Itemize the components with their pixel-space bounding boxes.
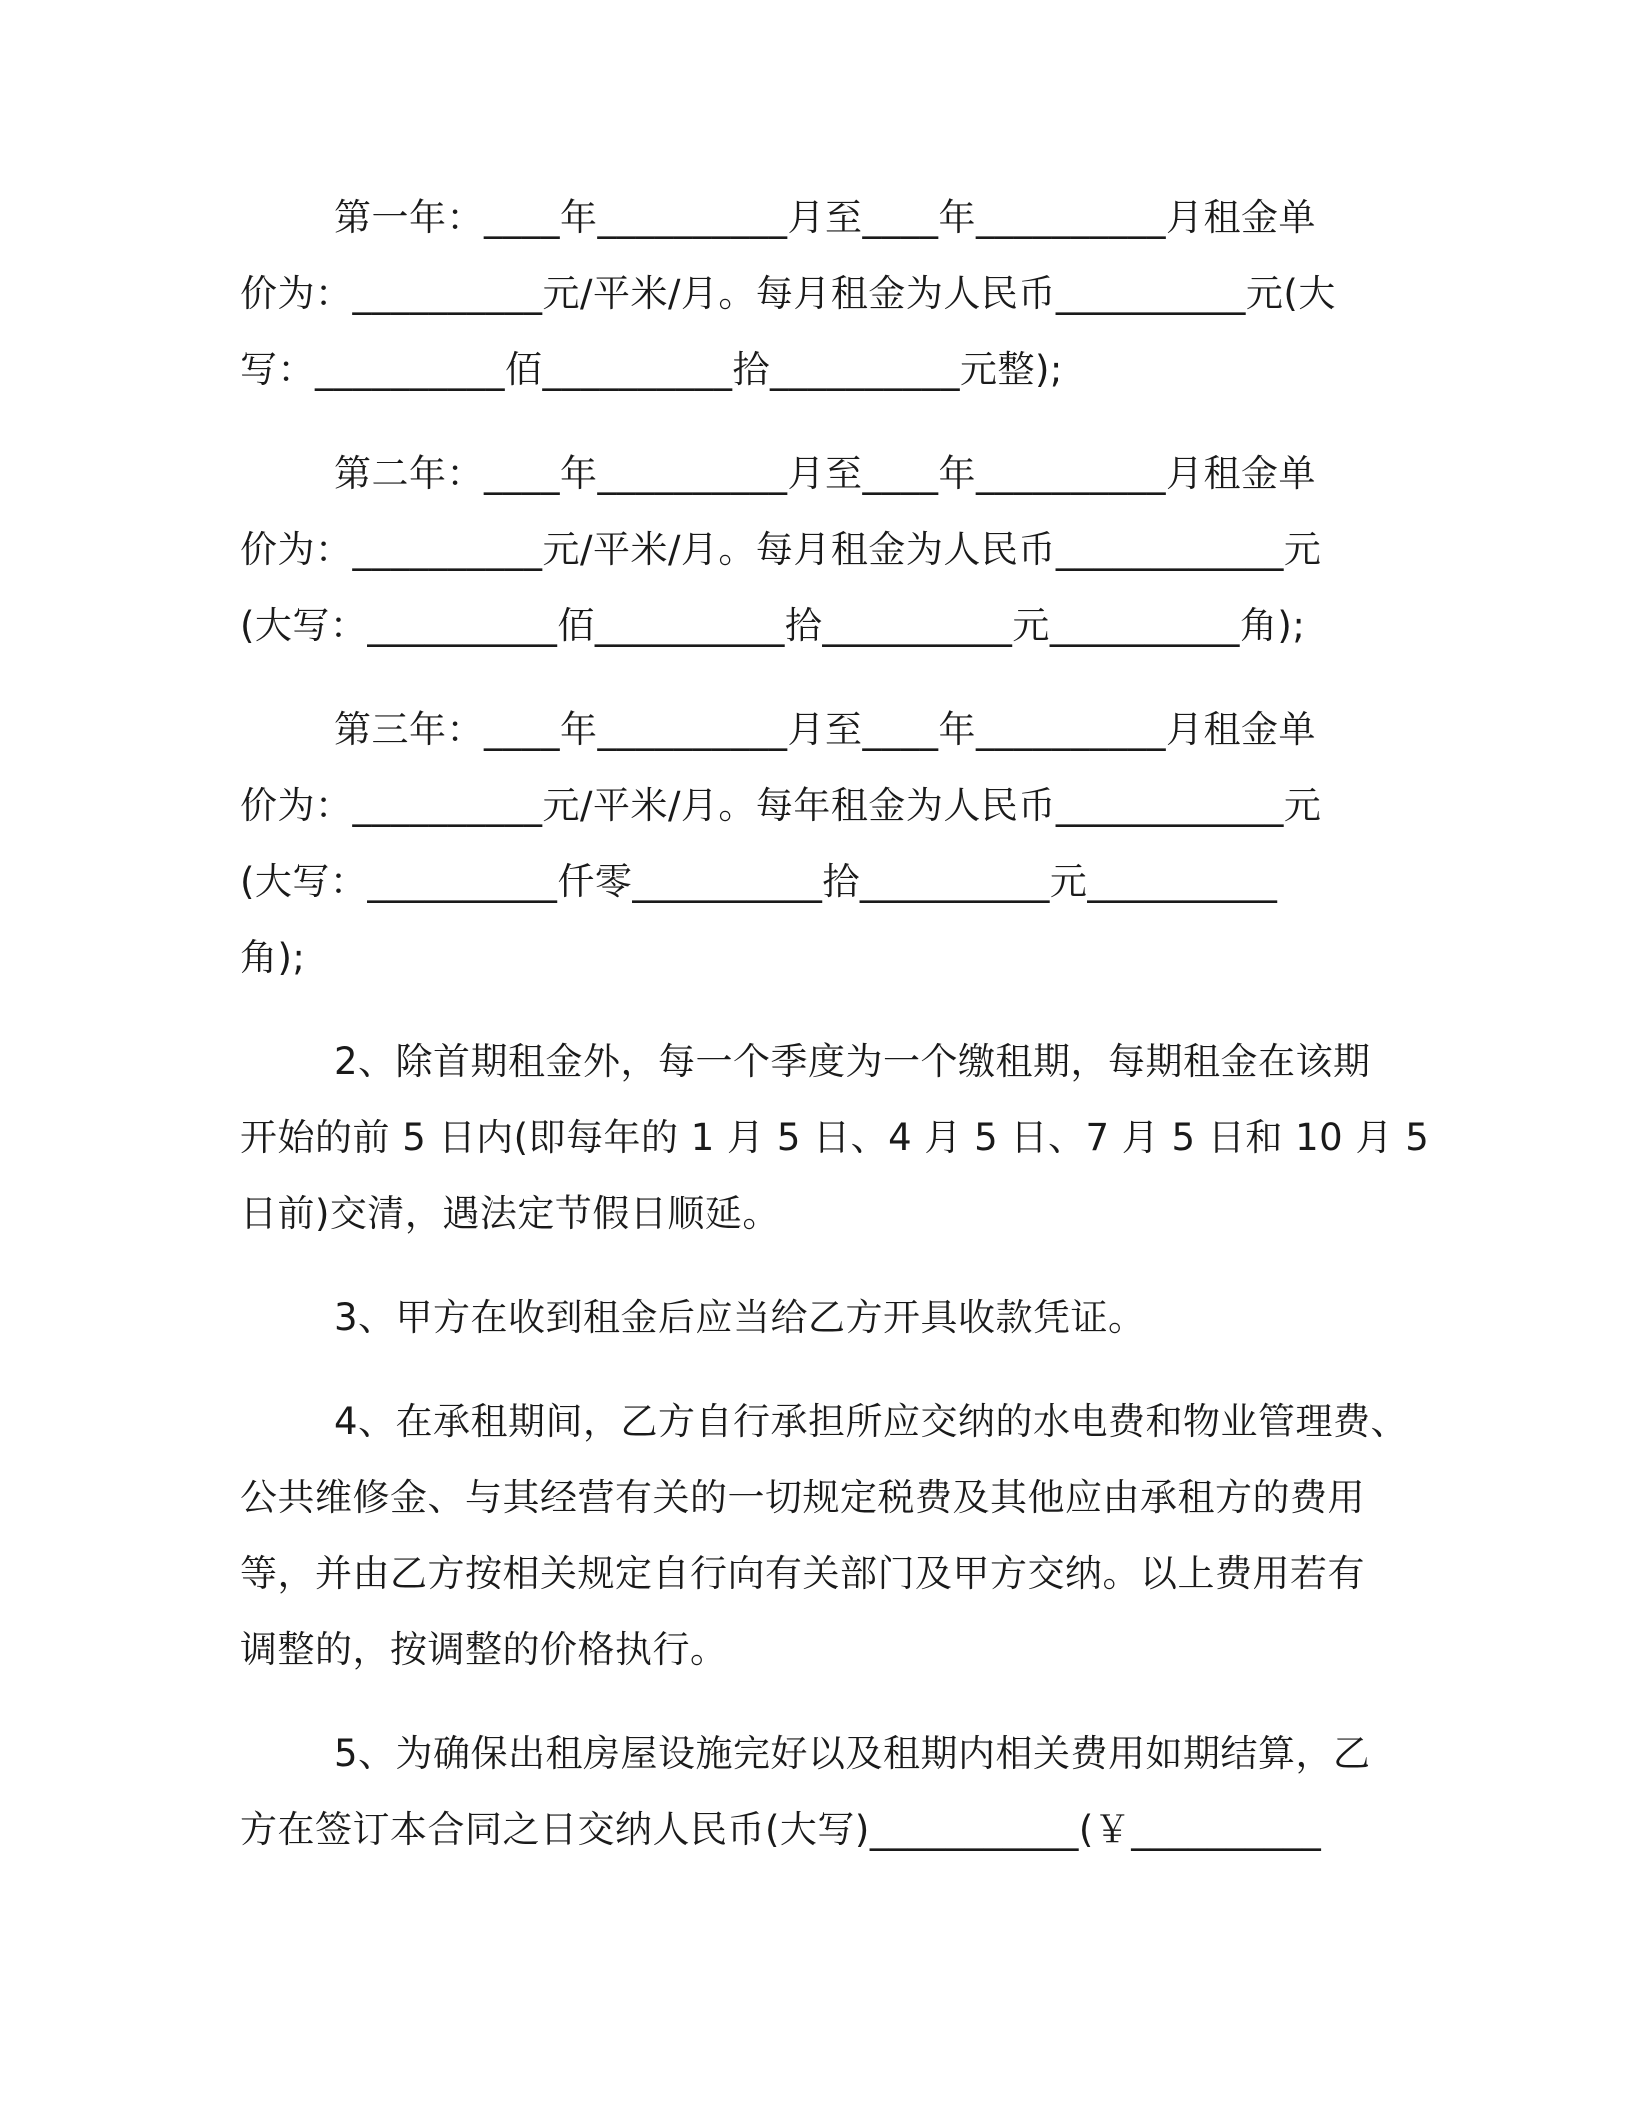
year1-line-1: 第一年：____年__________月至____年__________月租金单 — [334, 196, 1316, 239]
clause-2-line-3: 日前)交清，遇法定节假日顺延。 — [240, 1192, 780, 1235]
year2-line-2: 价为：__________元/平米/月。每月租金为人民币____________元 — [240, 528, 1322, 571]
clause-5-line-2: 方在签订本合同之日交纳人民币(大写)___________(￥__________ — [240, 1808, 1322, 1851]
year3-line-2: 价为：__________元/平米/月。每年租金为人民币____________元 — [240, 784, 1322, 827]
clause-3-line-1: 3、甲方在收到租金后应当给乙方开具收款凭证。 — [334, 1296, 1146, 1339]
year1-line-3: 写：__________佰__________拾__________元整); — [240, 348, 1063, 391]
clause-2-line-2: 开始的前 5 日内(即每年的 1 月 5 日、4 月 5 日、7 月 5 日和 10 月 5 — [240, 1116, 1430, 1159]
year3-line-1: 第三年：____年__________月至____年__________月租金单 — [334, 708, 1316, 751]
year1-line-2: 价为：__________元/平米/月。每月租金为人民币__________元(大 — [240, 272, 1336, 315]
clause-4-line-2: 公共维修金、与其经营有关的一切规定税费及其他应由承租方的费用 — [240, 1476, 1365, 1519]
year2-line-3: (大写：__________佰__________拾__________元__________角); — [240, 604, 1306, 647]
year3-line-4: 角); — [240, 936, 306, 979]
clause-4-line-1: 4、在承租期间，乙方自行承担所应交纳的水电费和物业管理费、 — [334, 1400, 1409, 1443]
clause-4-line-4: 调整的，按调整的价格执行。 — [240, 1628, 728, 1671]
clause-4-line-3: 等，并由乙方按相关规定自行向有关部门及甲方交纳。以上费用若有 — [240, 1552, 1365, 1595]
clause-2-line-1: 2、除首期租金外，每一个季度为一个缴租期，每期租金在该期 — [334, 1040, 1371, 1083]
year3-line-3: (大写：__________仟零__________拾__________元__________ — [240, 860, 1278, 903]
year2-line-1: 第二年：____年__________月至____年__________月租金单 — [334, 452, 1316, 495]
clause-5-line-1: 5、为确保出租房屋设施完好以及租期内相关费用如期结算，乙 — [334, 1732, 1371, 1775]
